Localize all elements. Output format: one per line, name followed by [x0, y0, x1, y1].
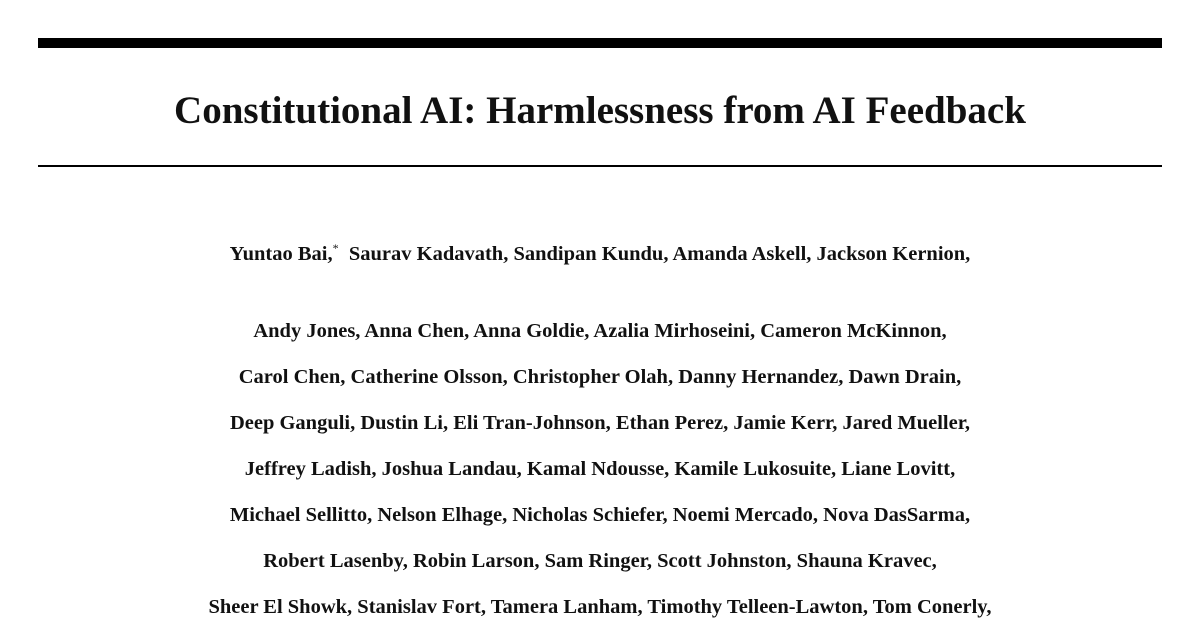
top-rule	[38, 38, 1162, 48]
author-line-4: Deep Ganguli, Dustin Li, Eli Tran-Johnson, Ethan Perez, Jamie Kerr, Jared Mueller,	[229, 412, 971, 434]
author-line-2: Andy Jones, Anna Chen, Anna Goldie, Azalia Mirhoseini, Cameron McKinnon,	[253, 320, 947, 342]
title-rule	[38, 165, 1162, 167]
paper-title: Constitutional AI: Harmlessness from AI Feedback	[174, 89, 1026, 132]
first-author-footnote-mark[interactable]: *	[332, 241, 339, 256]
author-line-1	[0, 236, 1200, 313]
author-list	[0, 236, 1200, 635]
author-line-7: Robert Lasenby, Robin Larson, Sam Ringer, Scott Johnston, Shauna Kravec,	[263, 550, 937, 572]
author-line-6: Michael Sellitto, Nelson Elhage, Nicholas Schiefer, Noemi Mercado, Nova DasSarma,	[229, 504, 971, 526]
author-line-5: Jeffrey Ladish, Joshua Landau, Kamal Ndousse, Kamile Lukosuite, Liane Lovitt,	[244, 458, 956, 480]
author-line-3: Carol Chen, Catherine Olsson, Christopher Olah, Danny Hernandez, Dawn Drain,	[238, 366, 962, 388]
author-line-1-rest: Saurav Kadavath, Sandipan Kundu, Amanda Askell, Jackson Kernion,	[348, 243, 971, 265]
author-line-8: Sheer El Showk, Stanislav Fort, Tamera Lanham, Timothy Telleen-Lawton, Tom Conerly,	[208, 596, 992, 618]
first-author: Yuntao Bai,	[229, 243, 333, 265]
